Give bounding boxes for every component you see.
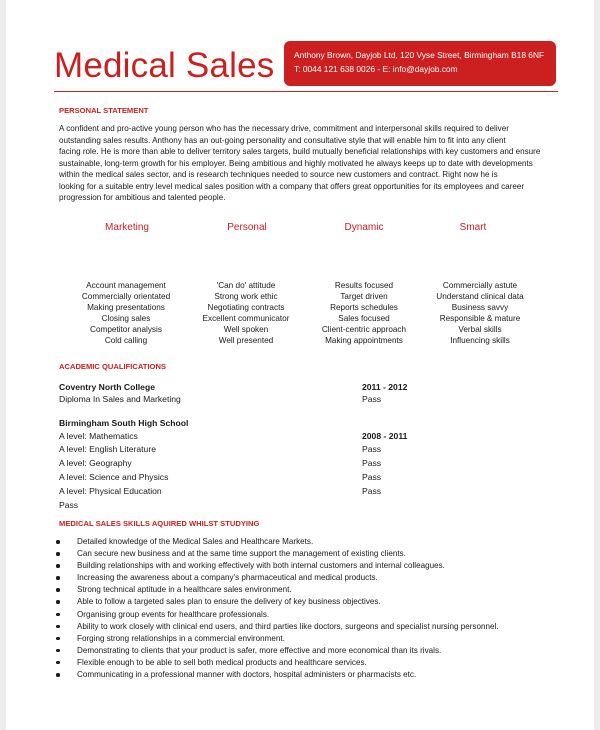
skill-item: Well presented <box>218 336 274 346</box>
bullet-icon <box>56 564 60 568</box>
skill-item: Results focused <box>334 281 394 290</box>
subject-result: Pass <box>362 458 382 468</box>
list-item: Able to follow a targeted sales plan to ensure the delivery of key business objectives. <box>56 596 576 608</box>
skill-item: Commercially orientated <box>81 292 171 302</box>
contact-phone-email: T: 0044 121 638 0026 - E: info@dayjob.com <box>294 64 458 74</box>
bullet-icon <box>56 649 60 653</box>
subject-name: A level: Geography <box>59 458 132 468</box>
list-item: Increasing the awareness about a company's pharmaceutical and medical products. <box>56 572 576 584</box>
contact-address: Anthony Brown, Dayjob Ltd, 120 Vyse Street, Birmingham B18 6NF <box>294 50 545 60</box>
skills-heading-personal: Personal <box>227 222 267 233</box>
page-title: Medical Sales <box>54 46 275 85</box>
college-years: 2011 - 2012 <box>362 382 408 392</box>
subject-name: A level: Science and Physics <box>59 472 169 482</box>
skill-item: Making appointments <box>325 336 403 346</box>
skills-heading-dynamic: Dynamic <box>344 222 384 233</box>
skill-item: Account management <box>86 281 166 290</box>
statement-line: sustainable, long-term growth for his employer. Being ambitious and highly motivated he always keeps up to date with developments <box>59 158 533 168</box>
skill-item: Commercially astute <box>442 281 518 290</box>
college-name: Coventry North College <box>59 382 155 392</box>
list-item: Can secure new business and at the same time support the management of existing clients. <box>56 548 576 560</box>
bullet-icon <box>56 600 60 604</box>
subject-name: A level: Physical Education <box>59 486 162 496</box>
college-result: Pass <box>362 394 382 404</box>
bullet-icon <box>56 540 60 544</box>
statement-line: within the medical sales sector, and is research techniques needed to source new customers and contract. Right now he is <box>59 170 498 179</box>
skill-item: Target driven <box>340 292 388 302</box>
bullet-icon <box>56 588 60 592</box>
studying-skills-heading: MEDICAL SALES SKILLS AQUIRED WHILST STUDYING <box>59 519 260 528</box>
skill-item: Reports schedules <box>330 303 398 313</box>
statement-line: progression for ambitious and talented people. <box>59 193 226 202</box>
bullet-icon <box>56 637 60 641</box>
skill-item: Influencing skills <box>450 336 510 346</box>
skill-item: Sales focused <box>338 314 390 324</box>
skill-item: Well spoken <box>223 325 269 335</box>
subject-name: Pass <box>59 500 79 510</box>
list-item: Ability to work closely with clinical end users, and third parties like doctors, surgeons and specialist nursing personnel. <box>56 621 576 633</box>
list-item: Forging strong relationships in a commercial environment. <box>56 633 576 645</box>
statement-line: A confident and pro-active young person who has the necessary drive, commitment and interpersonal skills required to deliver <box>59 124 509 133</box>
statement-line: outstanding sales results. Anthony has an out-going personality and consultative style that will enable him to fit into any client <box>59 135 506 145</box>
academic-qualifications-heading: ACADEMIC QUALIFICATIONS <box>59 362 167 371</box>
list-item: Demonstrating to clients that your product is safer, more effective and more economical than its rivals. <box>56 645 576 657</box>
list-item: Communicating in a professional manner with doctors, hospital administers or pharmacists etc. <box>56 669 576 681</box>
subject-result: Pass <box>362 472 382 482</box>
college-course: Diploma In Sales and Marketing <box>59 394 181 404</box>
list-item: Organising group events for healthcare professionals. <box>56 609 576 621</box>
personal-statement-heading: PERSONAL STATEMENT <box>59 106 149 115</box>
list-item: Detailed knowledge of the Medical Sales and Healthcare Markets. <box>56 536 576 548</box>
statement-line: looking for a suitable entry level medical sales position with a company that offers great opportunities for its employees and career <box>59 181 525 191</box>
list-item: Flexible enough to be able to sell both medical products and healthcare services. <box>56 657 576 669</box>
statement-line: facing role. He is more than able to deliver territory sales targets, build mutually beneficial relationships with key customers and ensure <box>59 147 541 156</box>
bullet-icon <box>56 661 60 665</box>
bullet-icon <box>56 625 60 629</box>
school-name: Birmingham South High School <box>59 418 189 428</box>
skill-item: Negotiating contracts <box>207 303 285 313</box>
skill-item: Business savvy <box>451 303 509 313</box>
bullet-icon <box>56 673 60 677</box>
skills-list-marketing <box>66 280 186 347</box>
skill-item: Cold calling <box>104 336 148 346</box>
subject-result: Pass <box>362 444 382 454</box>
bullet-icon <box>56 576 60 580</box>
skill-item: Responsible & mature <box>439 314 521 324</box>
bullet-icon <box>56 552 60 556</box>
contact-box <box>284 41 556 86</box>
skills-heading-smart: Smart <box>459 222 487 233</box>
studying-skills-list <box>56 536 576 681</box>
skill-item: Strong work ethic <box>214 292 278 302</box>
bullet-icon <box>56 613 60 617</box>
list-item: Building relationships with and working effectively with both internal customers and internal colleagues. <box>56 560 576 572</box>
resume-page <box>6 0 594 730</box>
skill-item: Closing sales <box>101 314 151 324</box>
skill-item: Understand clinical data <box>436 292 524 302</box>
skills-list-personal <box>186 280 306 347</box>
list-item: Strong technical aptitude in a healthcare sales environment. <box>56 584 576 596</box>
header-divider <box>54 91 558 92</box>
subject-result: Pass <box>362 486 382 496</box>
skills-list-dynamic <box>304 280 424 347</box>
skill-item: Competitor analysis <box>90 325 162 335</box>
skill-item: Excellent communicator <box>202 314 290 324</box>
skill-item: Verbal skills <box>458 325 502 335</box>
personal-statement <box>59 123 559 204</box>
skills-list-smart <box>420 280 540 347</box>
subject-name: A level: Mathematics <box>59 431 138 441</box>
skill-item: 'Can do' attitude <box>216 281 276 290</box>
skill-item: Client-centric approach <box>321 325 407 335</box>
subject-name: A level: English Literature <box>59 444 156 454</box>
school-years: 2008 - 2011 <box>362 431 408 441</box>
skill-item: Making presentations <box>87 303 165 313</box>
skills-heading-marketing: Marketing <box>105 222 149 233</box>
